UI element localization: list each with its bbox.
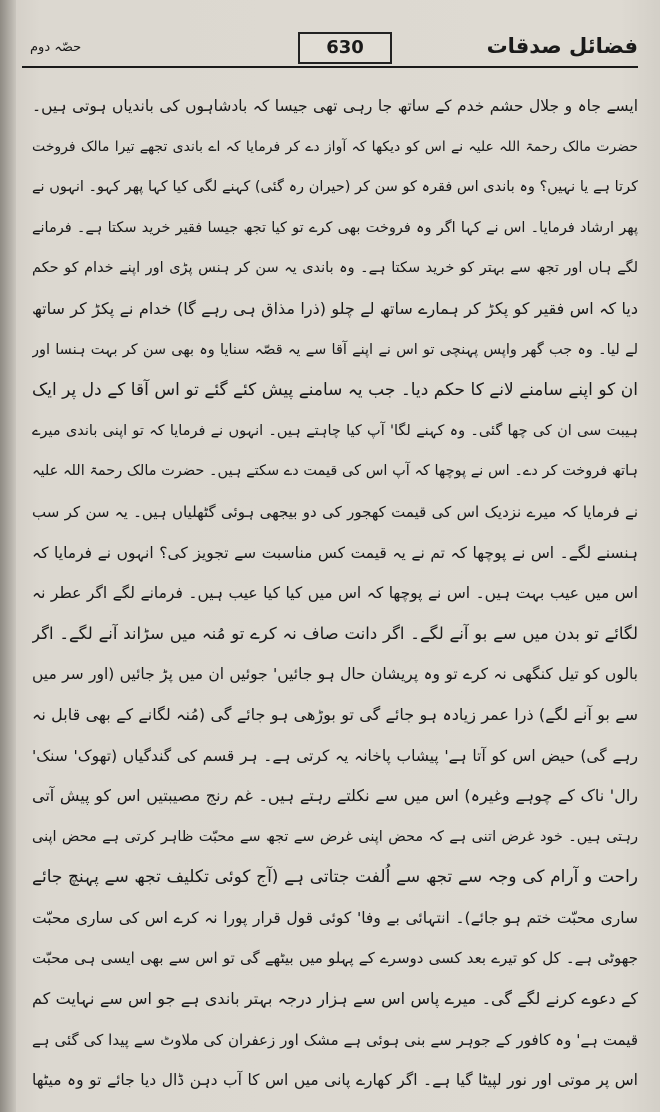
text-line: نے فرمایا کہ میرے نزدیک اس کی قیمت کھجور کی دو بیجھی ہوئی گٹھلیاں ہیں۔ یہ سن کر سب [32, 502, 638, 521]
header-rule [22, 66, 638, 68]
running-title: فضائل صدقات [486, 34, 638, 58]
text-line: لگائے تو بدن میں سے بو آنے لگے۔ اگر دانت صاف نہ کرے تو مُنہ میں سڑاند آنے لگے۔ اگر [32, 623, 638, 643]
text-line: قیمت ہے' وہ کافور کے جوہر سے بنی ہوئی ہے مشک اور زعفران کی ملاوٹ سے پیدا کی گئی ہے [32, 1030, 638, 1049]
page-header [30, 30, 638, 70]
text-line: ان کو اپنے سامنے لانے کا حکم دیا۔ جب یہ سامنے پیش کئے گئے تو اس آقا کے دل پر ایک [32, 380, 638, 401]
text-line: راحت و آرام کی وجہ سے تجھ سے اُلفت جتاتی ہے (آج کوئی تکلیف تجھ سے پہنچ جائے [32, 867, 638, 888]
text-line: ہاتھ فروخت کر دے۔ اس نے پوچھا کہ آپ اس کی قیمت دے سکتے ہیں۔ حضرت مالک رحمۃ اللہ علیہ [32, 463, 638, 480]
text-line: لگے ہاں اور تجھ سے بہتر کو خرید سکتا ہے۔ وہ باندی یہ سن کر ہنس پڑی اور اپنے خدام کو حکم [32, 260, 638, 277]
page-binding-gutter [0, 0, 16, 1112]
text-line: اس پر موتی اور نور لپیٹا گیا ہے۔ اگر کھارے پانی میں اس کا آب دہن ڈال دیا جائے تو وہ میٹھا [32, 1071, 638, 1090]
text-line: لے لیا۔ وہ جب گھر واپس پہنچی تو اس نے اپنے آقا سے یہ قصّہ سنایا وہ بھی سن کر بہت ہنسا اور [32, 341, 638, 358]
body-text [32, 86, 638, 1101]
text-line: کرتا ہے یا نہیں؟ وہ باندی اس فقرہ کو سن کر (حیران رہ گئی) کہنے لگی کیا کہا پھر کہو۔ انہوں نے [32, 179, 638, 196]
text-line: دیا کہ اس فقیر کو پکڑ کر ہمارے ساتھ لے چلو (ذرا مذاق ہی رہے گا) خدام نے پکڑ کر ساتھ [32, 298, 638, 318]
text-line: جھوٹی ہے۔ کل کو تیرے بعد کسی دوسرے کے پہلو میں بیٹھے گی تو اس سے بھی ایسی ہی محبّت [32, 949, 638, 968]
text-line: رال' ناک کے چوہے وغیرہ) اس میں سے نکلتے رہتے ہیں۔ غم رنج مصیبتیں اس کو پیش آتی [32, 786, 638, 806]
text-line: سے بو آنے لگے) ذرا عمر زیادہ ہو جائے گی تو بوڑھی ہو جائے گی (مُنہ لگانے کے بھی قابل نہ [32, 704, 638, 724]
text-line: اس میں عیب بہت ہیں۔ اس نے پوچھا کہ اس میں کیا کیا عیب ہیں۔ فرمانے لگے اگر عطر نہ [32, 584, 638, 603]
text-line: حضرت مالک رحمۃ اللہ علیہ نے اس کو دیکھا کہ آواز دے کر فرمایا کہ اے باندی تجھے تیرا مالک فروخت [32, 138, 638, 155]
text-line: پھر ارشاد فرمایا۔ اس نے کہا اگر وہ فروخت بھی کرے تو کیا تجھ جیسا فقیر خرید سکتا ہے۔ فرمانے [32, 219, 638, 236]
text-line: ایسے جاہ و جلال حشم خدم کے ساتھ جا رہی تھی جیسا کہ بادشاہوں کی باندیاں ہوتی ہیں۔ [32, 97, 638, 115]
text-line: ہیبت سی ان کی چھا گئی۔ وہ کہنے لگا' آپ کیا چاہتے ہیں۔ انہوں نے فرمایا کہ تو اپنی باندی میرے [32, 422, 638, 439]
text-line: ہنسنے لگے۔ اس نے پوچھا کہ تم نے یہ قیمت کس مناسبت سے تجویز کی؟ انہوں نے فرمایا کہ [32, 543, 638, 562]
text-line: کے دعوے کرنے لگے گی۔ میرے پاس اس سے ہزار درجہ بہتر باندی ہے جو اس سے نہایت کم [32, 989, 638, 1009]
text-line: رہے گی) حیض اس کو آتا ہے' پیشاب پاخانہ یہ کرتی ہے۔ ہر قسم کی گندگیاں (تھوک' سنک' [32, 746, 638, 765]
text-line: بالوں کو تیل کنگھی نہ کرے تو وہ پریشان حال ہو جائیں' جوئیں ان میں پڑ جائیں (اور سر میں [32, 665, 638, 684]
section-label: حصّہ دوم [30, 40, 82, 55]
text-line: ساری محبّت ختم ہو جائے)۔ انتہائی بے وفا' کوئی قول قرار پورا نہ کرے اس کی ساری محبّت [32, 908, 638, 927]
page-number: 630 [298, 32, 392, 64]
text-line: رہتی ہیں۔ خود غرض اتنی ہے کہ محض اپنی غرض سے تجھ سے محبّت ظاہر کرتی ہے محض اپنی [32, 828, 638, 845]
